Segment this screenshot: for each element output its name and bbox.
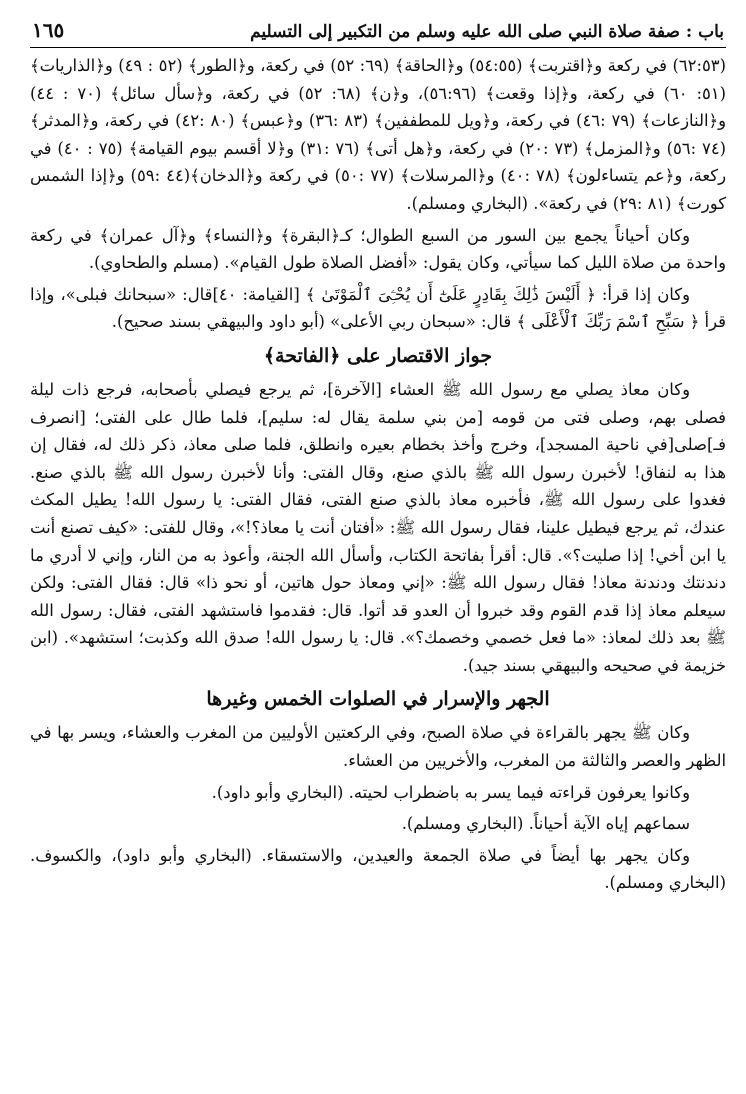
- paragraph-hearing-verse: سماعهم إياه الآية أحياناً. (البخاري ومسلم).: [401, 814, 690, 834]
- paragraph-muadh-story: وكان معاذ يصلي مع رسول الله ﷺ العشاء [الآخرة]، ثم يرجع فيصلي بأصحابه، فرجع ذات ليلة فصلى بهم، وصلى فتى من قومه [من بني سلمة يقال له: سليم]، فلما طال على الفتى؛ [انصرف فـ]صلى[في ناحية المسجد]، وخرج وأخذ بخطام بعيره وانطلق، فلما صلى معاذ، ذكر ذلك له، فقال إن هذا به لنفاق! لأخبرن رسول الله ﷺ بالذي صنع، وقال الفتى: وأنا لأخبرن رسول الله ﷺ بالذي صنع. فغدوا على رسول الله ﷺ، فأخبره معاذ بالذي صنع الفتى، فقال الفتى: يا رسول الله! يطيل المكث عندك، ثم يرجع فيطيل علينا، فقال رسول الله ﷺ: «أفتان أنت يا معاذ؟!»، وقال للفتى: «كيف تصنع أنت يا ابن أخي! إذا صليت؟». قال: أقرأ بفاتحة الكتاب، وأسأل الله الجنة، وأعوذ به من النار، وإني لا أدري ما دندنتك ودندنة معاذ! فقال رسول الله ﷺ: «إني ومعاذ حول هاتين، أو نحو ذا» قال: فقال الفتى: ولكن سيعلم معاذ إذا قدم القوم وقد خبروا أن العدو قد أتوا. قال: فقدموا فاستشهد الفتى، فقال: رسول الله ﷺ بعد ذلك لمعاذ: «ما فعل خصمي وخصمك؟». قال: يا رسول الله! صدق الله وكذبت؛ استشهد». (ابن خزيمة في صحيحه والبيهقي بسند جيد).: [30, 379, 726, 675]
- book-page: [30, 18, 726, 897]
- page-number: ١٦٥: [32, 18, 65, 42]
- paragraph-qiyamah-response: وكان إذا قرأ: ﴿ أَلَيْسَ ذَٰلِكَ بِقَادِرٍ عَلَىٰٓ أَن يُحْـِۧىَ ٱلْمَوْتَىٰ ﴾ [القيامة: ٤٠]قال: «سبحانك فبلى»، وإذا قرأ ﴿ سَبِّحِ ٱسْمَ رَبِّكَ ٱلْأَعْلَى ﴾ قال: «سبحان ربي الأعلى» (أبو داود والبيهقي بسند صحيح).: [30, 284, 726, 332]
- paragraph-jahr-times: وكان ﷺ يجهر بالقراءة في صلاة الصبح، وفي الركعتين الأوليين من المغرب والعشاء، ويسر بها في الظهر والعصر والثالثة من المغرب، والأخريين من العشاء.: [30, 723, 726, 771]
- paragraph-beard-movement: وكانوا يعرفون قراءته فيما يسر به باضطراب لحيته. (البخاري وأبو داود).: [211, 782, 690, 802]
- paragraph-surah-pairs: (٦٢:٥٣) في ركعة و﴿اقتربت﴾ (٥٤:٥٥) و﴿الحاقة﴾ (٦٩: ٥٢) في ركعة، و﴿الطور﴾ (٥٢ : ٤٩) و﴿الذاريات﴾ (٥١: ٦٠) في ركعة، و﴿إذا وقعت﴾ (٥٦:٩٦)، و﴿ن﴾ (٦٨: ٥٢) في ركعة، و﴿سأل سائل﴾ (٧٠ : ٤٤) و﴿النازعات﴾ (٧٩ :٤٦) في ركعة، و﴿ويل للمطففين﴾ (٨٣ :٣٦) و﴿عبس﴾ (٨٠ :٤٢) في ركعة، و﴿المدثر﴾ (٧٤ :٥٦) و﴿المزمل﴾ (٧٣ :٢٠) في ركعة، و﴿هل أتى﴾ (٧٦ :٣١) و﴿لا أقسم بيوم القيامة﴾ (٧٥ : ٤٠) في ركعة، و﴿عم يتساءلون﴾ (٧٨ :٤٠) و﴿المرسلات﴾ (٧٧ :٥٠) في ركعة و﴿الدخان﴾(٤٤ :٥٩) و﴿إذا الشمس كورت﴾ (٨١ :٢٩) في ركعة». (البخاري ومسلم).: [30, 56, 727, 213]
- paragraph-jumuah-eid: وكان يجهر بها أيضاً في صلاة الجمعة والعيدين، والاستسقاء. (البخاري وأبو داود)، والكسوف. (البخاري ومسلم).: [30, 845, 726, 893]
- page-header: [30, 18, 726, 48]
- running-title: باب : صفة صلاة النبي صلى الله عليه وسلم من التكبير إلى التسليم: [250, 22, 724, 42]
- paragraph-seven-long-surahs: وكان أحياناً يجمع بين السور من السبع الطوال؛ كـ﴿البقرة﴾ و﴿النساء﴾ و﴿آل عمران﴾ في ركعة واحدة من صلاة الليل كما سيأتي، وكان يقول: «أفضل الصلاة طول القيام». (مسلم والطحاوي).: [30, 225, 726, 273]
- section-heading-fatiha: جواز الاقتصار على ﴿الفاتحة﴾: [263, 344, 493, 367]
- section-heading-jahr-israr: الجهر والإسرار في الصلوات الخمس وغيرها: [206, 688, 550, 711]
